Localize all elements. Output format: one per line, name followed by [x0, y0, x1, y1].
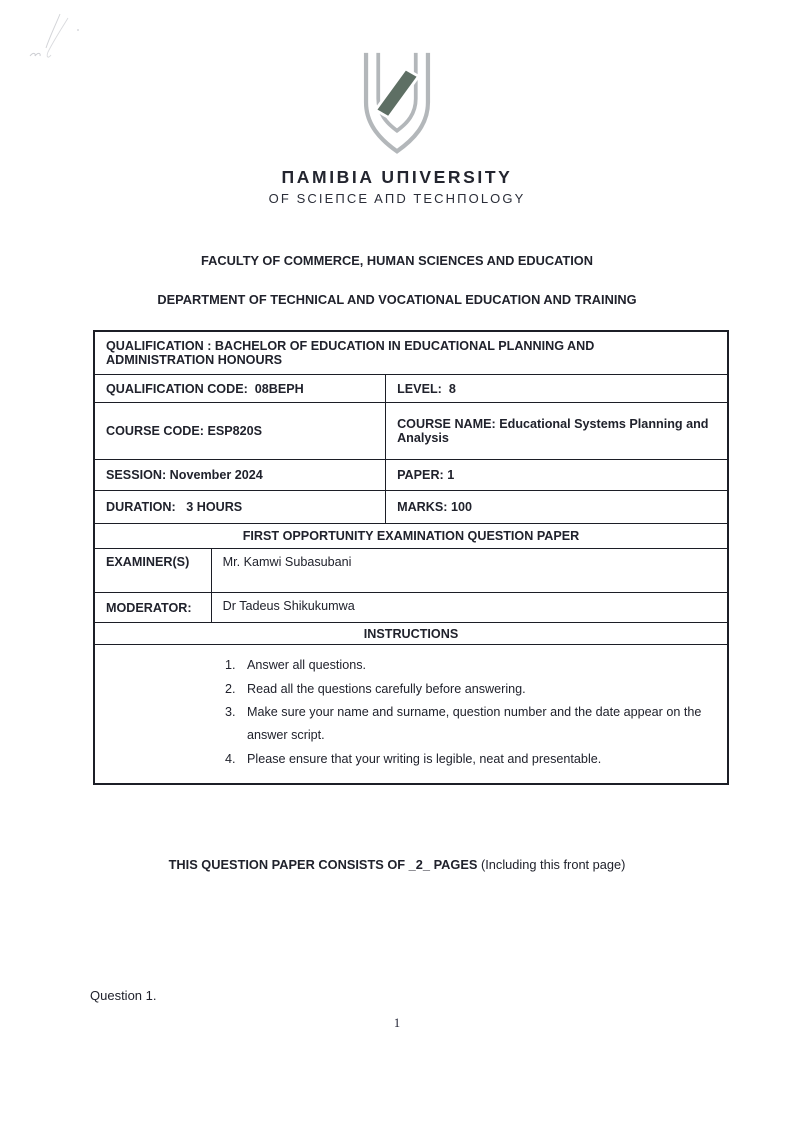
duration-cell: DURATION: 3 HOURS [106, 500, 243, 514]
session-row [95, 459, 727, 490]
marks-cell: MARKS: 100 [385, 491, 727, 523]
pages-note-bold: THIS QUESTION PAPER CONSISTS OF _2_ PAGES [168, 857, 478, 873]
course-code-cell: COURSE CODE: ESP820S [106, 424, 263, 438]
qualification-code-cell: QUALIFICATION CODE: 08BEPH [106, 381, 304, 396]
session-cell: SESSION: November 2024 [106, 468, 263, 482]
instruction-item: 4. Please ensure that your writing is legible, neat and presentable. [239, 748, 727, 771]
moderator-name: Dr Tadeus Shikukumwa [211, 593, 727, 622]
university-logo-block [0, 0, 794, 206]
paper-cell: PAPER: 1 [385, 460, 727, 490]
pen-scribble-mark [22, 10, 102, 72]
instructions-title: INSTRUCTIONS [363, 626, 459, 641]
question-heading: Question 1. [90, 988, 157, 1004]
qualification-code-row [95, 374, 727, 402]
exam-type-title: FIRST OPPORTUNITY EXAMINATION QUESTION PAPER [242, 529, 580, 543]
moderator-label: MODERATOR: [106, 600, 192, 615]
pages-note-regular: (Including this front page) [477, 857, 626, 873]
pages-note [0, 857, 794, 872]
university-name: ΠAMIBIA UΠIVERSITY [281, 167, 513, 187]
level-cell: LEVEL: 8 [385, 375, 727, 402]
course-name-cell: COURSE NAME: Educational Systems Planning and Analysis [385, 403, 727, 459]
course-row [95, 402, 727, 459]
instruction-item: 1. Answer all questions. [239, 654, 727, 677]
instructions-title-row [95, 622, 727, 644]
faculty-heading: FACULTY OF COMMERCE, HUMAN SCIENCES AND EDUCATION [201, 253, 593, 268]
qualification-cell: QUALIFICATION : BACHELOR OF EDUCATION IN EDUCATIONAL PLANNING AND ADMINISTRATION HONOURS [106, 339, 598, 367]
university-shield-icon [350, 50, 444, 156]
page-number: 1 [393, 1016, 401, 1031]
examiner-name: Mr. Kamwi Subasubani [211, 549, 727, 592]
instructions-list [217, 653, 727, 771]
instructions-row [95, 644, 727, 783]
examiner-row [95, 548, 727, 592]
exam-info-table [93, 330, 729, 785]
instruction-item: 2. Read all the questions carefully before answering. [239, 678, 727, 701]
department-heading: DEPARTMENT OF TECHNICAL AND VOCATIONAL EDUCATION AND TRAINING [157, 292, 637, 307]
instruction-item: 3. Make sure your name and surname, question number and the date appear on the answer script. [239, 701, 727, 746]
university-tagline: OF SCIEΠCE AΠD TECHΠOLOGY [268, 191, 526, 206]
exam-type-row [95, 523, 727, 548]
duration-row [95, 490, 727, 523]
examiner-label: EXAMINER(S) [106, 555, 190, 569]
moderator-row [95, 592, 727, 622]
qualification-row [95, 332, 727, 374]
